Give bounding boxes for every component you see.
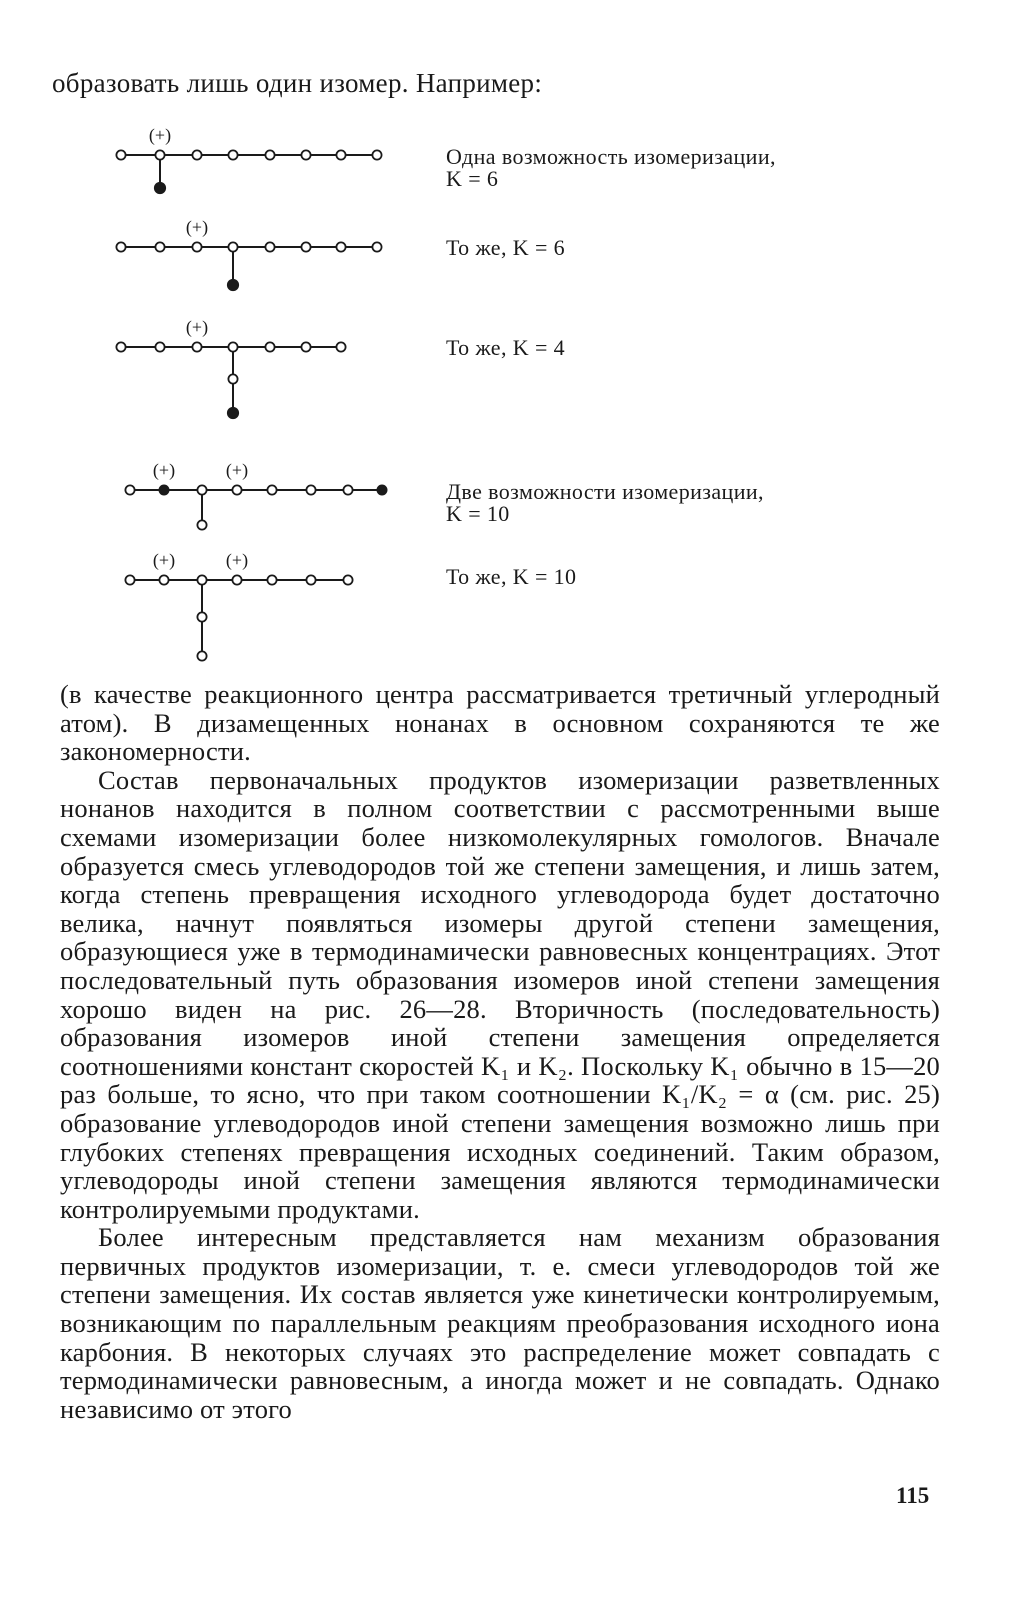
carbon-atom (159, 575, 168, 584)
scheme-4 (125, 460, 386, 530)
scheme-5 (125, 550, 352, 661)
carbon-atom (265, 150, 274, 159)
carbon-atom (197, 575, 206, 584)
labeled-carbon-atom (228, 280, 238, 290)
page-number: 115 (896, 1483, 930, 1508)
carbocation-label: (+) (225, 460, 249, 480)
carbon-atom (116, 342, 125, 351)
carbon-atom (372, 150, 381, 159)
carbon-atom (116, 242, 125, 251)
isomer-schemes (100, 110, 420, 670)
labeled-carbon-atom (155, 183, 165, 193)
carbon-atom (192, 150, 201, 159)
carbocation-label: (+) (148, 125, 172, 145)
scheme-caption-3 (446, 337, 846, 359)
carbon-atom (377, 485, 386, 494)
carbon-atom (192, 342, 201, 351)
scheme-caption-1-line2: K = 6 (446, 166, 499, 191)
paragraph-mechanism: Более интересным представляется нам механизм образования первичных продуктов изомеризации, т. е. смеси углеводородов той же степени замещения. Их состав является уже кинетически контролируемым, возникающим по параллельным реакциям преобразования исходного иона карбония. В некоторых случаях это распределение может совпадать с термодинамически равновесным, а иногда может и не совпадать. Однако независимо от этого (60, 1222, 940, 1424)
carbon-atom (336, 242, 345, 251)
carbon-atom (232, 575, 241, 584)
scheme-caption-5-line1: То же, K = 10 (446, 564, 577, 589)
carbon-atom (306, 575, 315, 584)
carbon-atom (267, 485, 276, 494)
carbon-atom (155, 342, 164, 351)
scheme-1 (116, 125, 381, 193)
carbon-atom (228, 150, 237, 159)
carbon-atom (116, 150, 125, 159)
carbon-atom (336, 150, 345, 159)
carbon-atom (155, 150, 164, 159)
scheme-caption-2 (446, 237, 846, 259)
isomer-schemes-svg (100, 110, 420, 670)
paragraph-continuation: (в качестве реакционного центра рассматривается третичный углеродный атом). В дизамещенных нонанах в основном сохраняются те же закономерности. (60, 679, 940, 767)
carbon-atom (301, 242, 310, 251)
carbon-atom (265, 342, 274, 351)
carbon-atom (197, 651, 206, 660)
labeled-carbon-atom (228, 408, 238, 418)
carbon-atom (265, 242, 274, 251)
scheme-caption-4-line2: K = 10 (446, 501, 510, 526)
scheme-caption-4-line1: Две возможности изомеризации, (446, 479, 764, 504)
carbon-atom (228, 242, 237, 251)
carbon-atom (197, 520, 206, 529)
paragraph-composition: Состав первоначальных продуктов изомеризации разветвленных нонанов находится в полном соответствии с рассмотренными выше схемами изомеризации более низкомолекулярных гомологов. Вначале образуется смесь углеводородов той же степени замещения, и лишь затем, когда степень превращения исходного углеводорода будет достаточно велика, начнут появляться изомеры другой степени замещения, образующиеся уже в термодинамически равновесных концентрациях. Этот последовательный путь образования изомеров иной степени замещения хорошо виден на рис. 26—28. Вторичность (последовательность) образования изомеров иной степени замещения определяется соотношениями констант скоростей K₁ и K₂. Поскольку K₁ обычно в 15—20 раз больше, то ясно, что при таком соотношении K₁/K₂ = α (см. рис. 25) образование углеводородов иной степени замещения возможно лишь при глубоких степенях превращения исходных соединений. Таким образом, углеводороды иной степени замещения являются термодинамически контролируемыми продуктами. (60, 764, 940, 1224)
carbon-atom (301, 342, 310, 351)
carbon-atom (192, 242, 201, 251)
carbon-atom (343, 575, 352, 584)
scheme-2 (116, 217, 381, 290)
carbon-atom (232, 485, 241, 494)
carbocation-label: (+) (225, 550, 249, 570)
scheme-caption-1-line1: Одна возможность изомеризации, (446, 144, 776, 169)
carbon-atom (125, 575, 134, 584)
carbon-atom (306, 485, 315, 494)
scheme-caption-4 (446, 481, 846, 525)
carbon-atom (155, 242, 164, 251)
carbon-atom (159, 485, 168, 494)
carbon-atom (343, 485, 352, 494)
carbocation-label: (+) (152, 550, 176, 570)
carbon-atom (125, 485, 134, 494)
carbocation-label: (+) (185, 317, 209, 337)
body-text (60, 680, 940, 1423)
carbon-atom (197, 612, 206, 621)
scheme-caption-2-line1: То же, K = 6 (446, 235, 566, 260)
scheme-caption-3-line1: То же, K = 4 (446, 335, 566, 360)
carbon-atom (301, 150, 310, 159)
intro-line: образовать лишь один изомер. Например: (52, 68, 543, 98)
carbocation-label: (+) (185, 217, 209, 237)
carbon-atom (336, 342, 345, 351)
scheme-caption-1 (446, 146, 846, 190)
carbon-atom (228, 342, 237, 351)
carbon-atom (228, 374, 237, 383)
carbocation-label: (+) (152, 460, 176, 480)
carbon-atom (267, 575, 276, 584)
scheme-caption-5 (446, 566, 846, 588)
carbon-atom (197, 485, 206, 494)
scheme-3 (116, 317, 345, 418)
carbon-atom (372, 242, 381, 251)
